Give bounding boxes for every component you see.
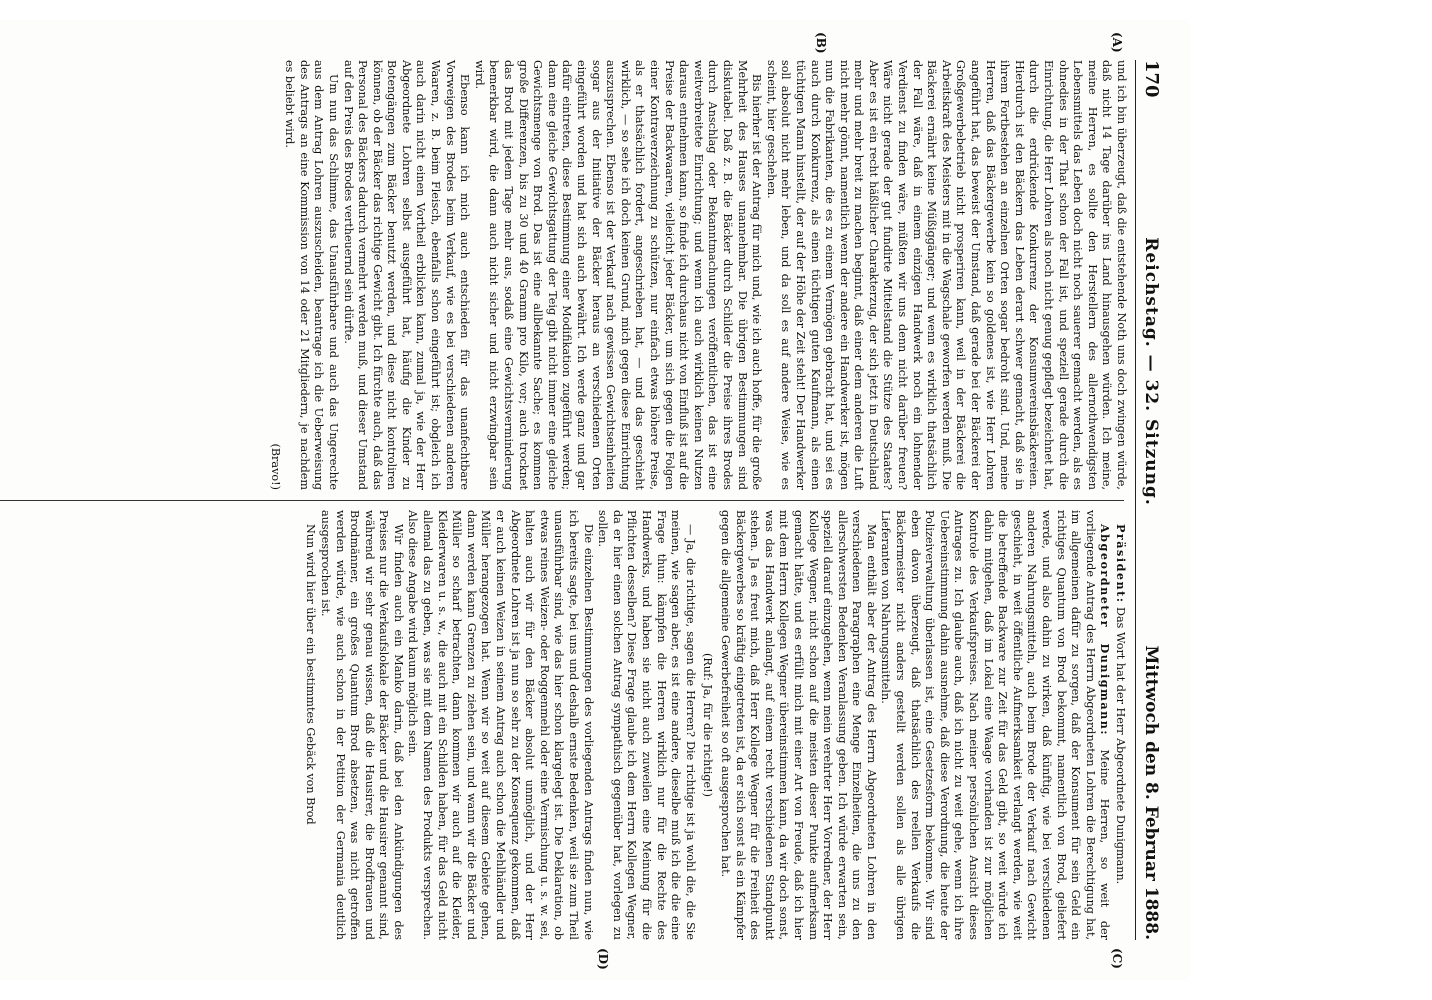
left-column (0, 60, 1128, 490)
column-divider (0, 500, 1124, 501)
interjection: (Ruf: Ja, für die richtige!) (701, 652, 715, 797)
applause-note: (Bravo!) (268, 443, 282, 490)
president-text: Das Wort hat der Herr Abgeordnete Dunigmann. (1114, 607, 1127, 885)
paragraph: — Ja, die richtige, sagen die Herren? Die richtige ist ja wohl die, die Sie meinen, wie sagen aber, es ist eine andere, dieselbe muß ich die die eine Frage thun: kämpfen die Herren wirklich nur für die Rechte des Handwerks, und haben sie nicht auch zuweilen eine Meinung für die Pflichten desselben? Diese Frage glaube ich dem Herrn Kollegen Wegner, da er hier einen solchen Antrag sympathisch gegenüber hat, vorlegen zu sollen. (596, 510, 697, 940)
page-header (1135, 60, 1162, 940)
margin-marker-b: (B) (814, 32, 828, 54)
paragraph-text: Meine Herren, so weit der vorliegende Antrag des Herrn Abgeordneten Lohren die Berechtigung hat, im allgemeinen dafür zu sorgen, daß der Konsument für sein Geld ein richtiges Quantum von Brod bekommt, namentlich von Brod, geliefert werde, und also dahin zu wirken, daß künftig, wie bei verschiedenen anderen Nahrungsmitteln, auch beim Brode der Verkauf nach Gewicht geschieht, in weit öffentliche Aufmerksamkeit verlangt werden, wie weit die betreffende Backware zur Zeit für das Geld gibt, so weit würde ich dahin mitgehen, daß im Lokal eine Waage vorhanden ist zur möglichen Kontrole des Verkaufspreises. Nach meiner persönlichen Ansicht dieses Antrages zu. Ich glaube auch, daß ich nicht zu weit gehe, wenn ich ihre Uebereinstimmung dahin ausnehme, daß diese Verordnung, die heute der Polizeiverwaltung überlassen ist, eine Gesetzesform bekomme. Wir sind eben davon überzeugt, daß thatsächlich des reellen Verkaufs die Bäckermeister nicht anders gestellt werden sollen als alle übrigen Lieferanten von Nahrungsmitteln. (879, 510, 1112, 940)
paragraph: Bis hierher ist der Antrag für mich und, wie ich auch hoffe, für die große Mehrheit des Hauses unannehmbar. Die übrigen Bestimmungen sind diskutabel. Daß z. B. die Bäcker durch Schilder die Preise ihres Brodes durch Anschlag oder Bekanntmachungen veröffentlichen, das ist eine weitverbreitete Einrichtung; und wenn ich auch wirklich keinen Nutzen daraus entnehmen kann, so finde ich durchaus nicht von Einfluß ist auf die Preise der Backwaaren, vielleicht jeder Bäcker, um sich gegen die Folgen einer Kontraverzeichnung zu schützen, nur einfach etwas höhere Preise, als er thatsächlich fordert, angeschrieben hat, — und das geschieht wirklich, — so sehe ich doch keinen Grund, mich gegen diese Einrichtung auszusprechen. Ebenso ist der Verkauf nach gewissen Gewichtseinheiten sogar aus der Initiative der Bäcker heraus an verschiedenen Orten eingeführt worden und hat sich auch bewährt. Ich werde ganz und gar dafür eintreten, diese Bestimmung einer Modifikation zugeführt werden; dann eine gleiche Gewichtsgattung der Teig gibt nicht immer eine gleiche Gewichtsmenge von Brod. Das ist eine allbekannte Sache; es kommen große Differenzen, bis zu 30 und 40 Gramm pro Kilo, vor; auch trocknet das Brod mit jedem Tage mehr aus, sodaß eine Gewichtsverminderung bemerkbar wird, die dann auch nicht sicher und nicht erzwingbar sein wird. (472, 60, 764, 490)
speaker-label: Abgeordneter Dunigmann: (1098, 524, 1113, 737)
right-column (0, 510, 1128, 940)
speech-opening (878, 510, 1113, 940)
page-title: Reichstag. — 32. Sitzung. (1141, 237, 1161, 506)
page-date: Mittwoch den 8. Februar 1888. (1141, 645, 1161, 940)
margin-marker-c: (C) (1110, 948, 1124, 969)
paragraph: Nun wird hier über ein bestimmtes Gebäck von Brod (304, 524, 318, 825)
paragraph: Um nun das Schlimme, das Unausführbare und auch das Ungerechte aus dem Antrag Lohren auszuscheiden, beantrage ich die Ueberweisung des Antrags an eine Kommission von 14 oder 21 Mitgliedern, je nachdem es beliebt wird. (283, 60, 340, 490)
paragraph: Man enthält aber der Antrag des Herrn Abgeordneten Lohren in den verschiedenen Paragraphen eine Menge Einzelheiten, die uns zu den allerschwersten Bedenken Veranlassung geben. Ich würde erwarten sein, speziell darauf einzugehen, wenn mein verehrter Herr Vorredner, der Herr Kollege Wegner, nicht schon auf die meisten dieser Punkte aufmerksam gemacht hätte, und es erfüllt mich mit einer Art von Freude, daß ich hier mit dem Herrn Kollegen Wegner übereinstimmen kann, da wir doch sonst, was das Handwerk anlangt, auf einem recht verschiedenen Standpunkt stehen. Ja es freut mich, daß Herr Kollege Wegner für die Freiheit des Bäckergewerbes so kräftig eingetreten ist, da er sich sonst als ein Kämpfer gegen die allgemeine Gewerbefreiheit so oft ausgesprochen hat. (718, 510, 878, 940)
paragraph: und ich bin überzeugt, daß die entstehende Noth uns doch zwingen würde, daß nicht 14 Tage darüber ins Land hinausgehen würden. Ich meine, meine Herren, es sollte den Herstellern des allernothwendigsten Lebensmittels das Leben doch nicht noch sauerer gemacht werden, als es ohnedies in der That schon der Fall ist, und speziell gerade durch die Einrichtung, die Herr Lohren als noch nicht genug gepflegt bezeichnet hat, durch die erdrückende Konkurrenz der Konsumvereinsbäckereien. Hierdurch ist den Bäckern das Leben derart schwer gemacht, daß sie in ihrem Fortbestehen an einzelnen Orten sogar bedroht sind. Und, meine Herren, daß das Bäckergewerbe kein so goldenes ist, wie Herr Lohren angeführt hat, das beweist der Umstand, daß gerade bei der Bäckerei der Großgewerbebetrieb nicht prosperiren kann, weil in der Bäckerei die Arbeitskraft des Meisters mit in die Wagschale geworfen werden muß. Die Bäckerei ernährt keine Müßiggänger; und wenn es wirklich thatsächlich der Fall wäre, daß in einem einzigen Handwerk noch ein lohnender Verdienst zu finden wäre, müßten wir uns denn nicht darüber freuen? Wäre nicht gerade der gut fundirte Mittelstand die Stütze des Staates? Aber es ist ein recht häßlicher Charakterzug, der sich jetzt in Deutschland mehr und mehr breit zu machen beginnt, daß einer dem anderen die Luft nicht mehr gönnt, namentlich wenn der andere ein Handwerker ist, mögen nun die Fabrikanten, die es zu einem Vermögen gebracht hat, und sei es auch durch Konkurrenz, als einen tüchtigen guten Kaufmann, als einen tüchtigen Mann hinstellt, der auf der Höhe der Zeit steht! Der Handwerker soll absolut nicht mehr leben, und da soll es auf andere Weise, wie es scheint, hier geschehen. (764, 60, 1128, 490)
paragraph: Die einzelnen Bestimmungen des vorliegenden Antrags finden nun, wie ich bereits sagte, bei uns und deshalb ernste Bedenken, weil sie zum Theil unausführbar sind, wie das hier schon klargelegt ist. Die Deklaration, ob etwas reines Weizen- oder Roggenmehl oder eine Vermischung u. s. w. sei, halten auch wir für den Bäcker absolut unmöglich, und der Herr Abgeordnete Lohren ist ja nun so sehr zu der Konsequenz gekommen, daß er auch keinen Weizen in seinem Antrag auch schon die Mehlhändler und Müller herangezogen hat. Wenn wir so weit auf diesem Gebiete gehen, dann werden kann Grenzen zu ziehen sein, und wann wir die Bäcker und Müller so scharf betrachten, dann kommen wir auch auf die Kleider, Kleiderwaren u. s. w., die auch mit ein Schilden haben, für das Geld nicht allemal das zu geben, was sie mit dem Namen des Produkts versprechen. Also diese Angabe wird kaum möglich sein. (406, 510, 595, 940)
page-number: 170 (1141, 60, 1162, 98)
margin-marker-d: (D) (596, 948, 610, 970)
paragraph: Ebenso kann ich mich auch entschieden für das unanfechtbare Vorweigen des Brodes beim Verkauf, wie es bei verschiedenen anderen Waaren, z. B. beim Fleisch, ebenfalls schon eingeführt ist; obgleich ich auch darin nicht einen Vortheil erblicken kann, zumal ja, wie der Herr Abgeordnete Lohren selbst ausgeführt hat, häufig die Kinder zu Botengängen zum Bäcker benutzt werden, und diese nicht kontroliren können, ob der Bäcker das richtige Gewicht gibt. Ich fürchte auch, daß das Personal des Bäckers dadurch vermehrt werden muß, und dieser Umstand auf den Preis des Brodes vertheuernd sein dürfte. (341, 60, 472, 490)
speaker-label: Präsident: (1114, 524, 1128, 604)
president-statement (1112, 510, 1128, 940)
paragraph: Wir finden auch ein Manko darin, daß bei den Ankündigungen des Preises nur die Verkaufslokale der Bäcker und die Hausirer genannt sind, während wir sehr genau wissen, daß die Hausirer, die Brodfrauen und Brodmänner, ein großes Quantum Brod absetzen, was nicht getroffen werden würde, wie auch schon in der Petition der Germania deutlich ausgesprochen ist. (318, 510, 405, 940)
scanned-page (0, 20, 1190, 980)
margin-marker-a: (A) (1110, 32, 1124, 53)
